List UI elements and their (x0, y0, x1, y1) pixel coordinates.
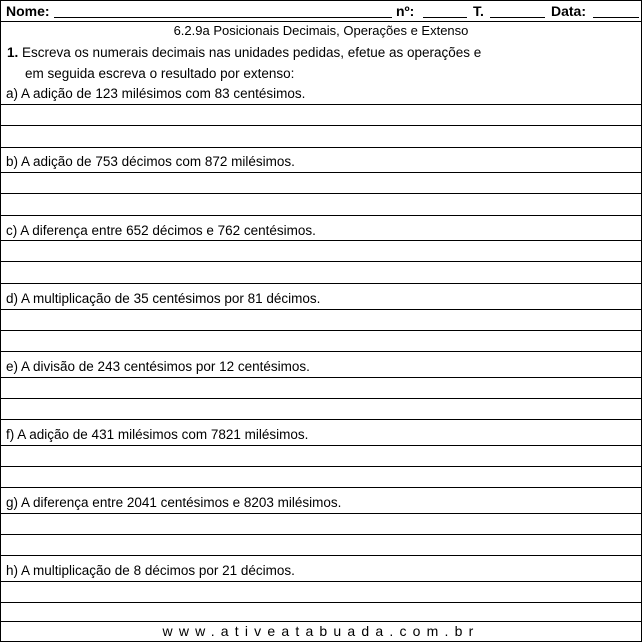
question-divider (1, 147, 641, 148)
question-divider (1, 172, 641, 173)
question-divider (1, 555, 641, 556)
answer-line[interactable] (1, 534, 641, 535)
question-divider (1, 487, 641, 488)
question-h: h) A multiplicação de 8 décimos por 21 décimos. (6, 563, 295, 578)
question-divider (1, 215, 641, 216)
number-field[interactable] (423, 17, 467, 18)
instruction (7, 42, 481, 84)
answer-line[interactable] (1, 602, 641, 603)
footer-website: www.ativeatabuada.com.br (162, 623, 480, 639)
question-e: e) A divisão de 243 centésimos por 12 centésimos. (6, 359, 310, 374)
answer-line[interactable] (1, 466, 641, 467)
worksheet-title: 6.2.9a Posicionais Decimais, Operações e Extenso (173, 23, 469, 38)
question-d: d) A multiplicação de 35 centésimos por 81 décimos. (6, 291, 321, 306)
question-divider (1, 104, 641, 105)
answer-line[interactable] (1, 398, 641, 399)
class-label: T. (473, 3, 484, 19)
question-divider (1, 419, 641, 420)
question-divider (1, 377, 641, 378)
question-g: g) A diferença entre 2041 centésimos e 8203 milésimos. (6, 495, 342, 510)
question-divider (1, 445, 641, 446)
question-c: c) A diferença entre 652 décimos e 762 centésimos. (6, 223, 316, 238)
date-field[interactable] (593, 17, 639, 18)
question-divider (1, 513, 641, 514)
question-b: b) A adição de 753 décimos com 872 milésimos. (6, 154, 295, 169)
name-label: Nome: (6, 3, 50, 19)
question-divider (1, 240, 641, 241)
instruction-number: 1. (7, 45, 19, 60)
answer-line[interactable] (1, 193, 641, 194)
name-field[interactable] (54, 17, 392, 18)
instruction-line-1: Escreva os numerais decimais nas unidades pedidas, efetue as operações e (22, 45, 482, 60)
question-divider (1, 351, 641, 352)
question-divider (1, 309, 641, 310)
question-divider (1, 283, 641, 284)
answer-line[interactable] (1, 330, 641, 331)
header-row (1, 1, 641, 21)
question-divider (1, 581, 641, 582)
date-label: Data: (551, 3, 587, 19)
question-f: f) A adição de 431 milésimos com 7821 milésimos. (6, 427, 309, 442)
question-a: a) A adição de 123 milésimos com 83 centésimos. (6, 86, 306, 101)
number-label: nº: (396, 3, 415, 19)
instruction-line-2: em seguida escreva o resultado por extenso: (25, 66, 295, 81)
answer-line[interactable] (1, 261, 641, 262)
answer-line[interactable] (1, 125, 641, 126)
class-field[interactable] (490, 17, 545, 18)
